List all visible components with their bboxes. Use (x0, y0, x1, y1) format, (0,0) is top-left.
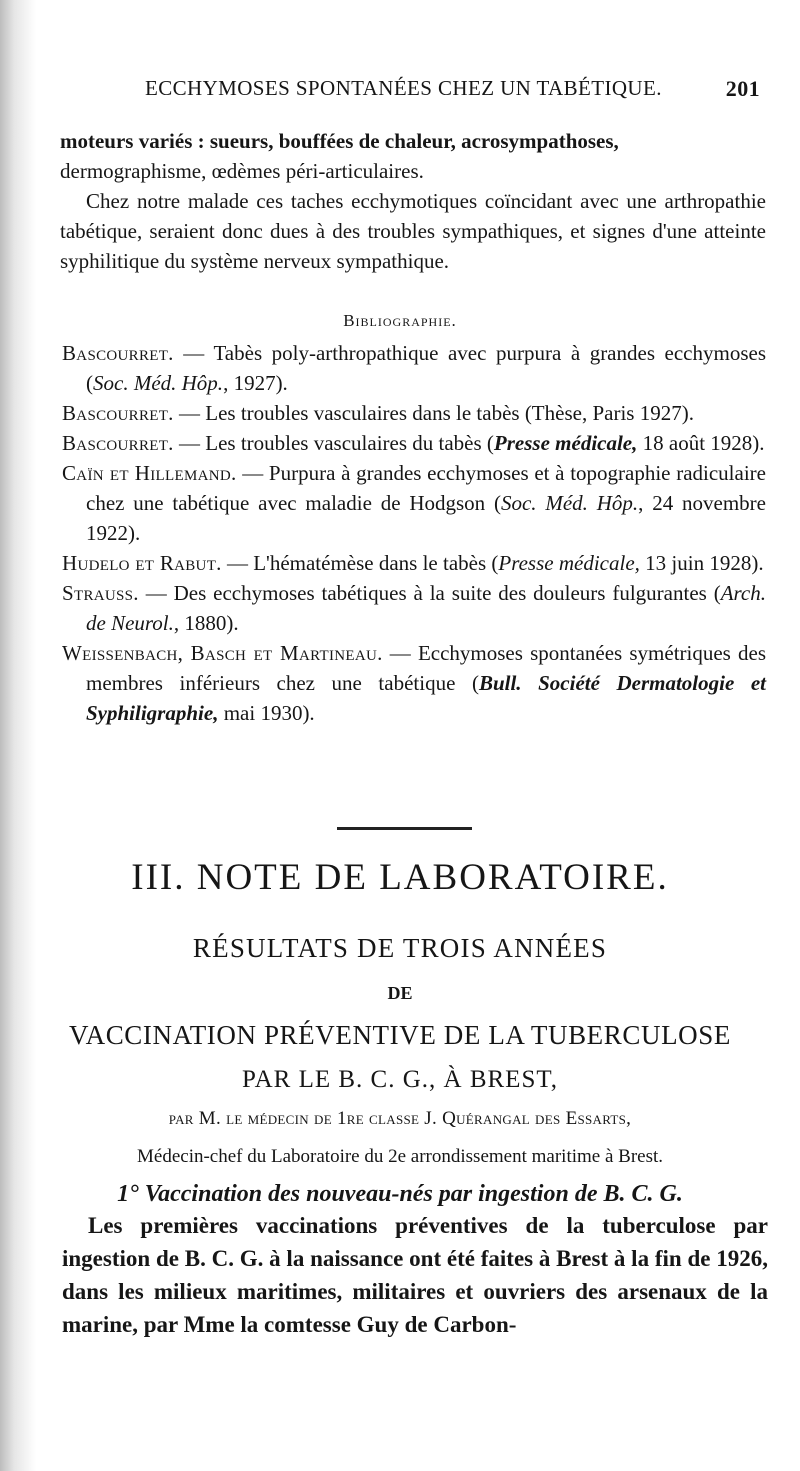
bib-text: — Les troubles vasculaires dans le tabès (Thèse, Paris 1927). (173, 401, 694, 425)
bib-text: — Des ecchymoses tabétiques à la suite des douleurs fulgurantes ( (138, 581, 721, 605)
bib-entry (62, 638, 766, 728)
bib-author: Bascourret. (62, 431, 174, 455)
section-divider (337, 827, 472, 830)
bib-tail: 13 juin 1928). (639, 551, 764, 575)
bib-text: — Tabès poly-arthropathique avec purpura à grandes ecchymoses ( (86, 341, 766, 395)
bib-source: Bull. Société Dermatologie et Syphiligraphie, (86, 671, 766, 725)
page-number: 201 (725, 76, 760, 101)
bib-author: Strauss. (62, 581, 139, 605)
bib-source: Soc. Méd. Hôp. (500, 491, 639, 515)
bib-source: Arch. de Neurol. (86, 581, 766, 635)
bib-source: Presse médicale, (493, 431, 638, 455)
bib-author: Caïn et Hillemand. (62, 461, 237, 485)
bibliography-list (62, 338, 766, 728)
bibliography-title: Bibliographie. (343, 311, 457, 330)
article-byline: par M. le médecin de 1re classe J. Quérangal des Essarts, (168, 1108, 632, 1129)
bib-author: Bascourret. (62, 401, 174, 425)
article-affiliation: Médecin-chef du Laboratoire du 2e arrondissement maritime à Brest. (137, 1146, 663, 1167)
intro-line-1: moteurs variés : sueurs, bouffées de chaleur, acrosympathoses, (60, 129, 619, 153)
bib-tail: , 1880). (173, 611, 239, 635)
bib-source: Presse médicale, (498, 551, 640, 575)
bib-entry (62, 428, 766, 458)
bib-author: Bascourret. (62, 341, 174, 365)
intro-paragraph: Chez notre malade ces taches ecchymotiques coïncidant avec une arthropathie tabétique, seraient donc dues à des troubles sympathiques, et signes d'une atteinte syphilitique du système nerveux sympathique. (60, 189, 766, 273)
bib-tail: , 1927). (223, 371, 288, 395)
bib-tail: , 24 novembre 1922). (86, 491, 766, 545)
article-title-line-1: RÉSULTATS DE TROIS ANNÉES (192, 933, 608, 963)
article-title-line-2: VACCINATION PRÉVENTIVE DE LA TUBERCULOSE (68, 1020, 731, 1050)
running-head-title: ECCHYMOSES SPONTANÉES CHEZ UN TABÉTIQUE. (145, 76, 662, 100)
bib-author: Hudelo et Rabut. (62, 551, 222, 575)
bib-text: — L'hématémèse dans le tabès ( (221, 551, 499, 575)
bib-text: — Purpura à grandes ecchymoses et à topographie radiculaire chez une tabétique avec maladie de Hodgson ( (86, 461, 766, 515)
intro-text (60, 126, 766, 276)
bib-tail: 18 août 1928). (637, 431, 765, 455)
article-title-de: DE (387, 983, 413, 1003)
intro-line-2: dermographisme, œdèmes péri-articulaires. (60, 159, 424, 183)
page-edge-shadow (0, 0, 36, 1471)
bib-text: — Ecchymoses spontanées symétriques des membres inférieurs chez une tabétique ( (86, 641, 766, 695)
section-title: III. NOTE DE LABORATOIRE. (131, 857, 669, 898)
article-title-line-3: PAR LE B. C. G., À BREST, (241, 1066, 559, 1093)
bib-entry (62, 398, 766, 428)
bib-author: Weissenbach, Basch et Martineau. (62, 641, 383, 665)
article-paragraph: Les premières vaccinations préventives de la tuberculose par ingestion de B. C. G. à la naissance ont été faites à Brest à la fin de 1926, dans les milieux maritimes, militaires et ouvriers des arsenaux de la marine, par Mme la comtesse Guy de Carbon- (62, 1213, 768, 1337)
bib-entry (62, 338, 766, 398)
article-subheading: 1° Vaccination des nouveau-nés par ingestion de B. C. G. (117, 1181, 683, 1207)
running-header (140, 76, 760, 108)
bib-entry (62, 548, 766, 578)
bib-text: — Les troubles vasculaires du tabès ( (173, 431, 494, 455)
bib-source: Soc. Méd. Hôp. (93, 371, 224, 395)
bib-entry (62, 578, 766, 638)
bib-tail: mai 1930). (218, 701, 315, 725)
article-body (62, 1209, 768, 1341)
bib-entry (62, 458, 766, 548)
